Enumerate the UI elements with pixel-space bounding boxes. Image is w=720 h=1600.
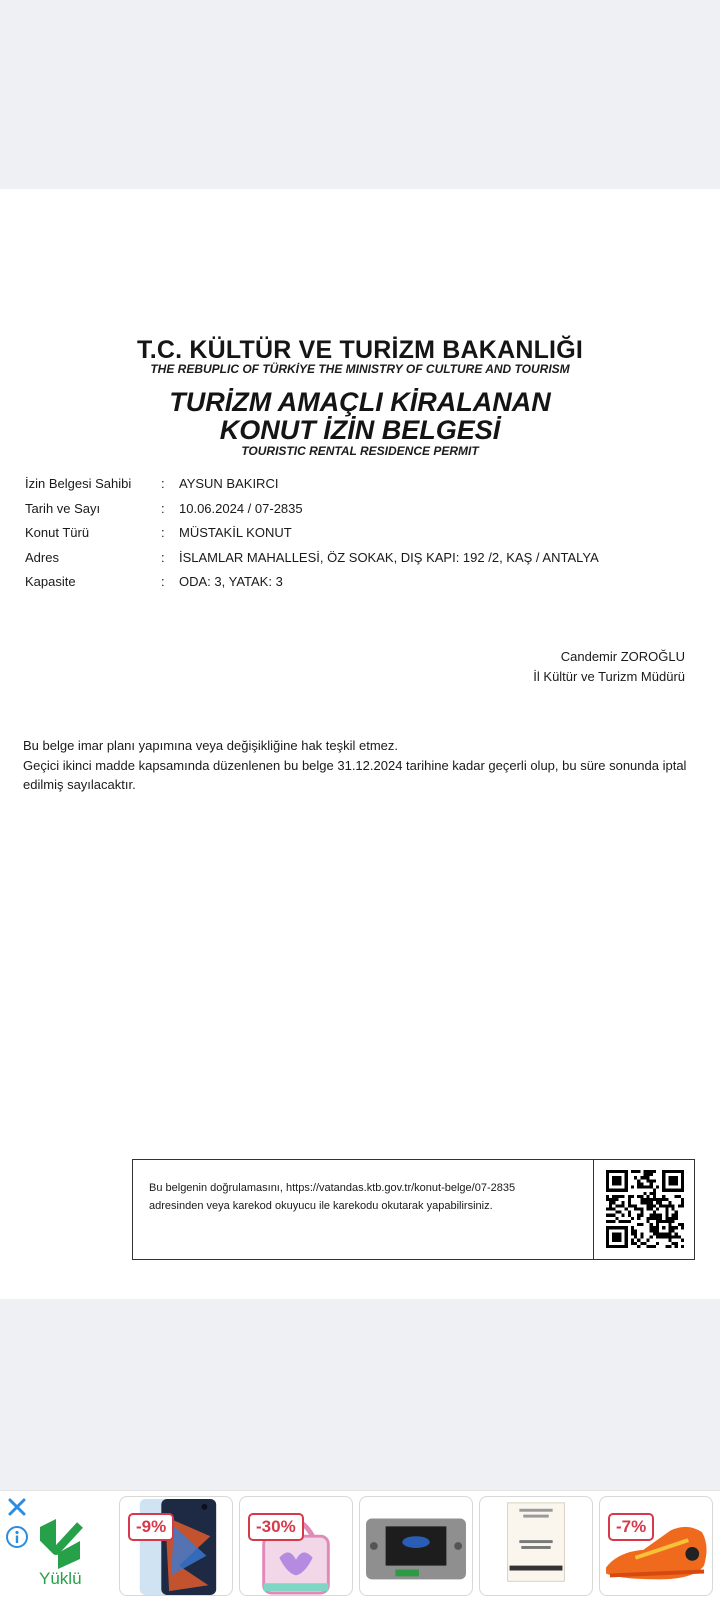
field-separator: : (161, 476, 165, 491)
field-row-capacity (25, 574, 705, 599)
verification-instruction-line: adresinden veya karekod okuyucu ile karekodu okutarak yapabilirsiniz. (149, 1200, 493, 1212)
permit-fields (25, 476, 705, 599)
signer-name: Candemir ZOROĞLU (560, 649, 685, 664)
ministry-title-en: THE REBUPLIC OF TÜRKİYE THE MINISTRY OF CULTURE AND TOURISM (150, 362, 570, 376)
field-label: Tarih ve Sayı (25, 500, 101, 516)
brand-logo-icon[interactable] (36, 1515, 88, 1575)
field-row-address (25, 550, 705, 575)
field-label: Adres (25, 549, 59, 565)
product-card-kids-bag[interactable] (239, 1496, 353, 1596)
permit-title-line2: KONUT İZİN BELGESİ (219, 415, 501, 445)
field-value: AYSUN BAKIRCI (179, 476, 279, 491)
book-icon (480, 1497, 592, 1595)
permit-title-line1: TURİZM AMAÇLI KİRALANAN (169, 387, 551, 417)
notes (23, 736, 703, 795)
discount-badge: -30% (248, 1513, 304, 1541)
product-card-football-boot[interactable] (599, 1496, 713, 1596)
product-card-book[interactable] (479, 1496, 593, 1596)
field-value: MÜSTAKİL KONUT (179, 525, 292, 540)
close-icon[interactable] (5, 1495, 29, 1519)
permit-title-en: TOURISTIC RENTAL RESIDENCE PERMIT (241, 444, 479, 458)
permit-document (0, 189, 720, 1299)
field-label: Konut Türü (25, 525, 90, 540)
field-row-date (25, 501, 705, 526)
ad-banner (0, 1490, 720, 1600)
info-icon[interactable] (5, 1525, 29, 1549)
discount-badge: -7% (608, 1513, 654, 1541)
car-stereo-icon (360, 1497, 472, 1595)
product-card-smartphone[interactable] (119, 1496, 233, 1596)
field-label: İzin Belgesi Sahibi (25, 476, 132, 491)
field-separator: : (161, 525, 165, 540)
note-validity: Geçici ikinci madde kapsamında düzenlenen bu belge 31.12.2024 tarihine kadar geçerli olup, bu süre sonunda iptal edilmiş sayılacaktır. (23, 757, 687, 792)
signature-block (533, 647, 685, 687)
qr-code-icon[interactable] (606, 1170, 684, 1248)
field-value: 10.06.2024 / 07-2835 (179, 500, 303, 516)
field-row-owner (25, 476, 705, 501)
kids-bag-icon (240, 1497, 352, 1595)
field-separator: : (161, 574, 165, 589)
field-row-type (25, 525, 705, 550)
verification-text (149, 1179, 559, 1215)
product-card-car-stereo[interactable] (359, 1496, 473, 1596)
brand-label[interactable]: Yüklü (39, 1569, 82, 1588)
signer-title: İl Kültür ve Turizm Müdürü (533, 669, 685, 684)
discount-badge: -9% (128, 1513, 174, 1541)
football-boot-icon (600, 1497, 712, 1595)
verification-box (132, 1159, 695, 1260)
smartphone-icon (120, 1497, 232, 1595)
field-separator: : (161, 500, 165, 516)
field-value: ODA: 3, YATAK: 3 (179, 574, 283, 589)
verification-url-line: Bu belgenin doğrulamasını, https://vatandas.ktb.gov.tr/konut-belge/07-2835 (149, 1182, 516, 1194)
ministry-title: T.C. KÜLTÜR VE TURİZM BAKANLIĞI (137, 336, 583, 364)
field-label: Kapasite (25, 574, 76, 589)
divider (593, 1160, 594, 1259)
note-zoning: Bu belge imar planı yapımına veya değişikliğine hak teşkil etmez. (23, 738, 399, 753)
field-value: İSLAMLAR MAHALLESİ, ÖZ SOKAK, DIŞ KAPI: 192 /2, KAŞ / ANTALYA (179, 549, 599, 565)
field-separator: : (161, 549, 165, 565)
